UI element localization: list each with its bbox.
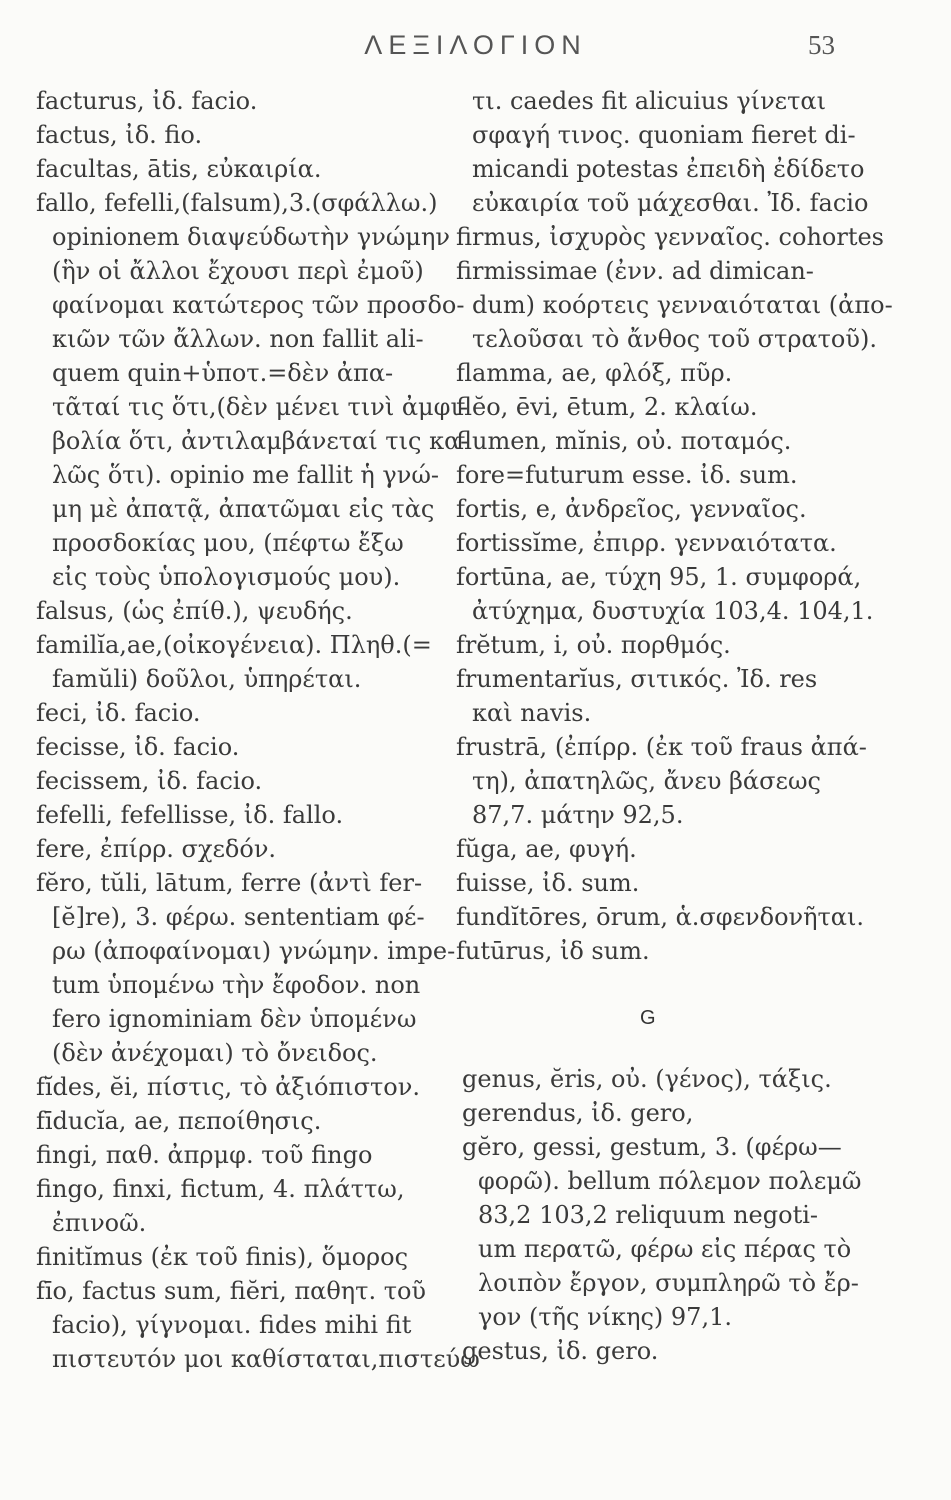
entry-line: εἰς τοὺς ὑπολογισμούς μου). — [52, 563, 401, 591]
entry-line: fingo, finxi, fictum, 4. πλάττω, — [36, 1175, 405, 1203]
entry-line: τᾶταί τις ὅτι,(δὲν μένει τινὶ ἀμφι- — [52, 393, 468, 421]
entry-line: micandi potestas ἐπειδὴ ἐδίδετο — [472, 155, 865, 183]
entry-line: firmissimae (ἐνν. ad dimican- — [456, 257, 814, 285]
entry-line: gestus, ἰδ. gero. — [462, 1337, 659, 1365]
entry-line: λοιπὸν ἔργον, συμπληρῶ τὸ ἔρ- — [478, 1269, 859, 1297]
entry-line: 83,2 103,2 reliquum negoti- — [478, 1201, 818, 1229]
entry-line: tum ὑπομένω τὴν ἔφοδον. non — [52, 971, 421, 999]
entry-line: firmus, ἰσχυρὸς γενναῖος. cohortes — [456, 223, 884, 251]
entry-line: fundĭtōres, ōrum, ἁ.σφενδονῆται. — [456, 903, 865, 931]
entry-line: fuisse, ἰδ. sum. — [456, 869, 640, 897]
entry-line: fīducĭa, ae, πεποίθησις. — [36, 1107, 322, 1135]
right-column — [456, 84, 893, 968]
entry-line: um περατῶ, φέρω εἰς πέρας τὸ — [478, 1235, 852, 1263]
entry-line: μη μὲ ἀπατᾷ, ἀπατῶμαι εἰς τὰς — [52, 495, 435, 523]
entry-line: dum) κοόρτεις γενναιόταται (ἀπο- — [472, 291, 893, 319]
entry-line: ἀτύχημα, δυστυχία 103,4. 104,1. — [472, 597, 874, 625]
entry-line: εὐκαιρία τοῦ μάχεσθαι. Ἰδ. facio — [472, 189, 869, 217]
page-title: ΛΕΞΙΛΟΓΙΟΝ — [364, 30, 587, 60]
section-letter: G — [640, 1007, 656, 1029]
entry-line: καὶ navis. — [472, 699, 592, 727]
entry-line: φαίνομαι κατώτερος τῶν προσδο- — [52, 291, 465, 319]
entry-line: προσδοκίας μου, (πέφτω ἔξω — [52, 529, 404, 557]
entry-line: facio), γίγνομαι. fides mihi fit — [52, 1311, 412, 1339]
entry-line: τι. caedes fit alicuius γίνεται — [472, 87, 826, 115]
entry-line: feci, ἰδ. facio. — [36, 699, 201, 727]
entry-line: fortūna, ae, τύχη 95, 1. συμφορά, — [456, 563, 862, 591]
entry-line: frĕtum, i, οὐ. πορθμός. — [456, 631, 731, 659]
entry-line: futūrus, ἰδ sum. — [456, 937, 650, 965]
entry-line: genus, ĕris, οὐ. (γένος), τάξις. — [462, 1065, 832, 1093]
entry-line: opinionem διαψεύδωτὴν γνώμην — [52, 223, 450, 251]
entry-line: gerendus, ἰδ. gero, — [462, 1099, 694, 1127]
entry-line: [ĕ]re), 3. φέρω. sententiam φέ- — [52, 903, 425, 931]
entry-line: τη), ἀπατηλῶς, ἄνευ βάσεως — [472, 767, 821, 795]
entry-line: fero ignominiam δὲν ὑπομένω — [52, 1005, 417, 1033]
entry-line: fallo, fefelli,(falsum),3.(σφάλλω.) — [36, 189, 438, 217]
entry-line: familĭa,ae,(οἰκογένεια). Πληθ.(= — [36, 631, 432, 659]
entry-line: (δὲν ἀνέχομαι) τὸ ὄνειδος. — [52, 1039, 378, 1067]
entry-line: fīo, factus sum, fiĕri, παθητ. τοῦ — [36, 1277, 427, 1305]
entry-line: frumentarĭus, σιτικός. Ἰδ. res — [456, 665, 818, 693]
right-column-section-g — [462, 1062, 866, 1368]
entry-line: φορῶ). bellum πόλεμον πολεμῶ — [478, 1167, 862, 1195]
entry-line: fĕro, tŭli, lātum, ferre (ἀντὶ fer- — [36, 869, 423, 897]
entry-line: facturus, ἰδ. facio. — [36, 87, 258, 115]
entry-line: flĕo, ēvi, ētum, 2. κλαίω. — [456, 393, 758, 421]
entry-line: factus, ἰδ. fio. — [36, 121, 203, 149]
entry-line: facultas, ātis, εὐκαιρία. — [36, 155, 322, 183]
entry-line: σφαγή τινος. quoniam fieret di- — [472, 121, 856, 149]
entry-line: flamma, ae, φλόξ, πῦρ. — [456, 359, 733, 387]
entry-line: γον (τῆς νίκης) 97,1. — [478, 1303, 732, 1331]
entry-line: fŭga, ae, φυγή. — [456, 835, 637, 863]
entry-line: βολία ὅτι, ἀντιλαμβάνεταί τις κα- — [52, 427, 469, 455]
entry-line: flumen, mĭnis, οὐ. ποταμός. — [456, 427, 792, 455]
entry-line: fore=futurum esse. ἰδ. sum. — [456, 461, 798, 489]
entry-line: fecissem, ἰδ. facio. — [36, 767, 263, 795]
entry-line: (ἣν οἱ ἄλλοι ἔχουσι περὶ ἐμοῦ) — [52, 257, 424, 285]
left-column — [36, 84, 480, 1376]
entry-line: fefelli, fefellisse, ἰδ. fallo. — [36, 801, 344, 829]
entry-line: fingi, παθ. ἀπρμφ. τοῦ fingo — [36, 1141, 373, 1169]
entry-line: fortis, e, ἀνδρεῖος, γενναῖος. — [456, 495, 807, 523]
entry-line: ρω (ἀποφαίνομαι) γνώμην. impe- — [52, 937, 456, 965]
entry-line: fĭdes, ĕi, πίστις, τὸ ἀξιόπιστον. — [36, 1073, 420, 1101]
entry-line: famŭli) δοῦλοι, ὑπηρέται. — [52, 665, 362, 693]
entry-line: gĕro, gessi, gestum, 3. (φέρω— — [462, 1133, 842, 1161]
entry-line: τελοῦσαι τὸ ἄνθος τοῦ στρατοῦ). — [472, 325, 877, 353]
entry-line: fortissĭme, ἐπιρρ. γενναιότατα. — [456, 529, 837, 557]
entry-line: fecisse, ἰδ. facio. — [36, 733, 240, 761]
entry-line: frustrā, (ἐπίρρ. (ἐκ τοῦ fraus ἀπά- — [456, 733, 867, 761]
entry-line: quem quin+ὑποτ.=δὲν ἀπα- — [52, 359, 394, 387]
entry-line: ἐπινοῶ. — [52, 1209, 147, 1237]
entry-line: 87,7. μάτην 92,5. — [472, 801, 684, 829]
entry-line: falsus, (ὡς ἐπίθ.), ψευδής. — [36, 597, 353, 625]
entry-line: πιστευτόν μοι καθίσταται,πιστεύω — [52, 1345, 480, 1373]
entry-line: finitĭmus (ἐκ τοῦ finis), ὅμορος — [36, 1243, 409, 1271]
page-number: 53 — [808, 30, 835, 60]
entry-line: fere, ἐπίρρ. σχεδόν. — [36, 835, 277, 863]
entry-line: κιῶν τῶν ἄλλων. non fallit ali- — [52, 325, 424, 353]
entry-line: λῶς ὅτι). opinio me fallit ἡ γνώ- — [52, 461, 440, 489]
